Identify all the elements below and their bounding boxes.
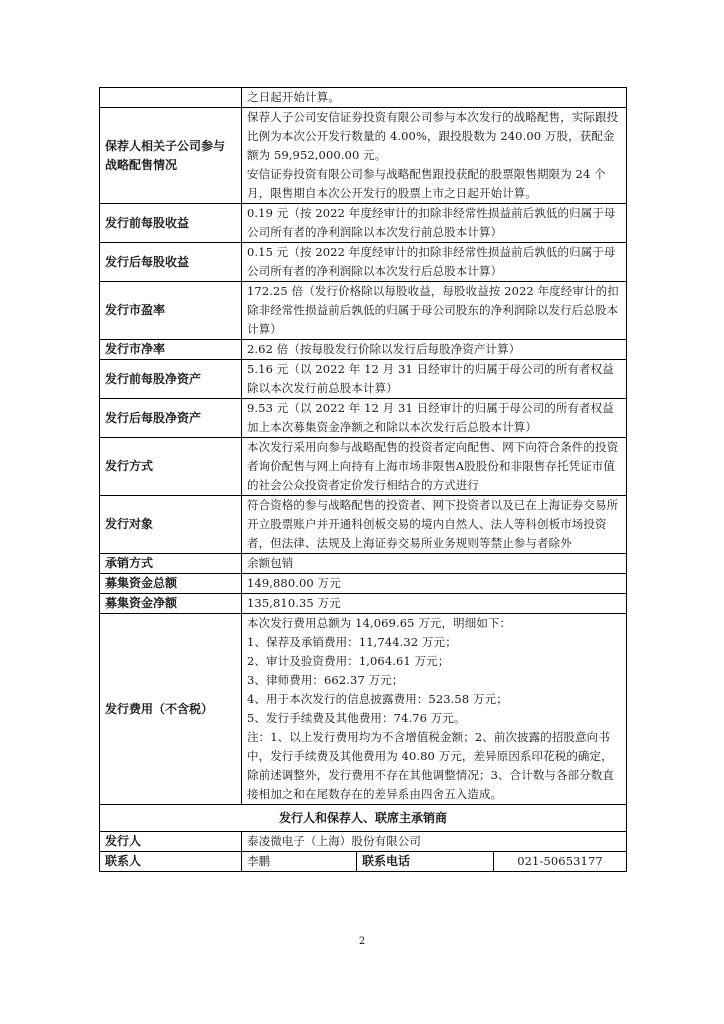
underwriting-label: 承销方式 — [100, 554, 242, 574]
table-row — [100, 360, 627, 399]
table-row — [100, 832, 627, 852]
expenses-item-4: 4、用于本次发行的信息披露费用：523.58 万元； — [247, 692, 508, 706]
table-row — [100, 204, 627, 243]
navps-pre-value: 5.16 元（以 2022 年 12 月 31 日经审计的归属于母公司的所有者权益除以本次发行前总股本计算） — [242, 360, 627, 399]
sponsor-strategic-paragraph-2: 安信证券投资有限公司参与战略配售跟投获配的股票限售期限为 24 个月，限售期自本次公开发行的股票上市之日起开始计算。 — [247, 167, 606, 200]
table-row — [100, 399, 627, 438]
expenses-item-2: 2、审计及验资费用：1,064.61 万元； — [247, 654, 450, 668]
page-number: 2 — [358, 936, 366, 947]
phone-label: 联系电话 — [357, 852, 494, 872]
issuer-value: 泰凌微电子（上海）股份有限公司 — [242, 832, 627, 852]
pb-ratio-value: 2.62 倍（按每股发行价除以发行后每股净资产计算） — [242, 340, 627, 360]
gross-proceeds-label: 募集资金总额 — [100, 574, 242, 594]
sponsor-strategic-label: 保荐人相关子公司参与战略配售情况 — [100, 108, 242, 204]
issuer-label: 发行人 — [100, 832, 242, 852]
navps-post-value: 9.53 元（以 2022 年 12 月 31 日经审计的归属于母公司的所有者权益加上本次募集资金净额之和除以本次发行后总股本计算） — [242, 399, 627, 438]
eps-pre-label: 发行前每股收益 — [100, 204, 242, 243]
net-proceeds-label: 募集资金净额 — [100, 594, 242, 614]
gross-proceeds-value: 149,880.00 万元 — [242, 574, 627, 594]
offering-target-value: 符合资格的参与战略配售的投资者、网下投资者以及已在上海证券交易所开立股票账户并开通科创板交易的境内自然人、法人等科创板市场投资者，但法律、法规及上海证券交易所业务规则等禁止参与者除外 — [242, 496, 627, 554]
sponsor-strategic-paragraph-1: 保荐人子公司安信证券投资有限公司参与本次发行的战略配售，实际跟投比例为本次公开发行数量的 4.00%，跟投股数为 240.00 万股，获配金额为 59,952,000.00 元。 — [247, 110, 619, 162]
table-row — [100, 243, 627, 282]
offering-info-table — [99, 87, 627, 872]
contact-label: 联系人 — [100, 852, 242, 872]
eps-post-value: 0.15 元（按 2022 年度经审计的扣除非经常性损益前后孰低的归属于母公司所有者的净利润除以本次发行后总股本计算） — [242, 243, 627, 282]
expenses-item-3: 3、律师费用：662.37 万元； — [247, 673, 404, 687]
section-header: 发行人和保荐人、联席主承销商 — [100, 805, 627, 832]
table-row — [100, 594, 627, 614]
table-row — [100, 438, 627, 496]
expenses-item-1: 1、保荐及承销费用：11,744.32 万元； — [247, 635, 457, 649]
expenses-note: 注：1、以上发行费用均为不含增值税金额；2、前次披露的招股意向书中，发行手续费及其他费用为 40.80 万元，差异原因系印花税的确定，除前述调整外，发行费用不存在其他调整情况；3、合计数与各部分数直接相加之和在尾数存在的差异系由四舍五入造成。 — [247, 730, 615, 801]
table-row — [100, 805, 627, 832]
contact-value: 李鹏 — [242, 852, 357, 872]
table-row — [100, 108, 627, 204]
phone-value: 021-50653177 — [494, 852, 627, 872]
net-proceeds-value: 135,810.35 万元 — [242, 594, 627, 614]
sponsor-strategic-value — [242, 108, 627, 204]
table-row — [100, 614, 627, 805]
expenses-item-5: 5、发行手续费及其他费用：74.76 万元。 — [247, 711, 466, 725]
navps-post-label: 发行后每股净资产 — [100, 399, 242, 438]
offering-expenses-value — [242, 614, 627, 805]
offering-method-value: 本次发行采用向参与战略配售的投资者定向配售、网下向符合条件的投资者询价配售与网上向持有上海市场非限售A股股份和非限售存托凭证市值的社会公众投资者定价发行相结合的方式进行 — [242, 438, 627, 496]
eps-pre-value: 0.19 元（按 2022 年度经审计的扣除非经常性损益前后孰低的归属于母公司所有者的净利润除以本次发行前总股本计算） — [242, 204, 627, 243]
navps-pre-label: 发行前每股净资产 — [100, 360, 242, 399]
underwriting-value: 余额包销 — [242, 554, 627, 574]
pe-ratio-label: 发行市盈率 — [100, 282, 242, 340]
offering-target-label: 发行对象 — [100, 496, 242, 554]
offering-expenses-label: 发行费用（不含税） — [100, 614, 242, 805]
table-row — [100, 554, 627, 574]
lockup-continuation-text: 之日起开始计算。 — [242, 88, 627, 108]
row-label-empty — [100, 88, 242, 108]
pe-ratio-value: 172.25 倍（发行价格除以每股收益，每股收益按 2022 年度经审计的扣除非经常性损益前后孰低的归属于母公司股东的净利润除以发行后总股本计算） — [242, 282, 627, 340]
table-row — [100, 282, 627, 340]
eps-post-label: 发行后每股收益 — [100, 243, 242, 282]
table-row — [100, 340, 627, 360]
pb-ratio-label: 发行市净率 — [100, 340, 242, 360]
expenses-total: 本次发行费用总额为 14,069.65 万元，明细如下： — [247, 616, 512, 630]
offering-method-label: 发行方式 — [100, 438, 242, 496]
table-row — [100, 88, 627, 108]
table-row — [100, 496, 627, 554]
table-row — [100, 574, 627, 594]
table-row — [100, 852, 627, 872]
